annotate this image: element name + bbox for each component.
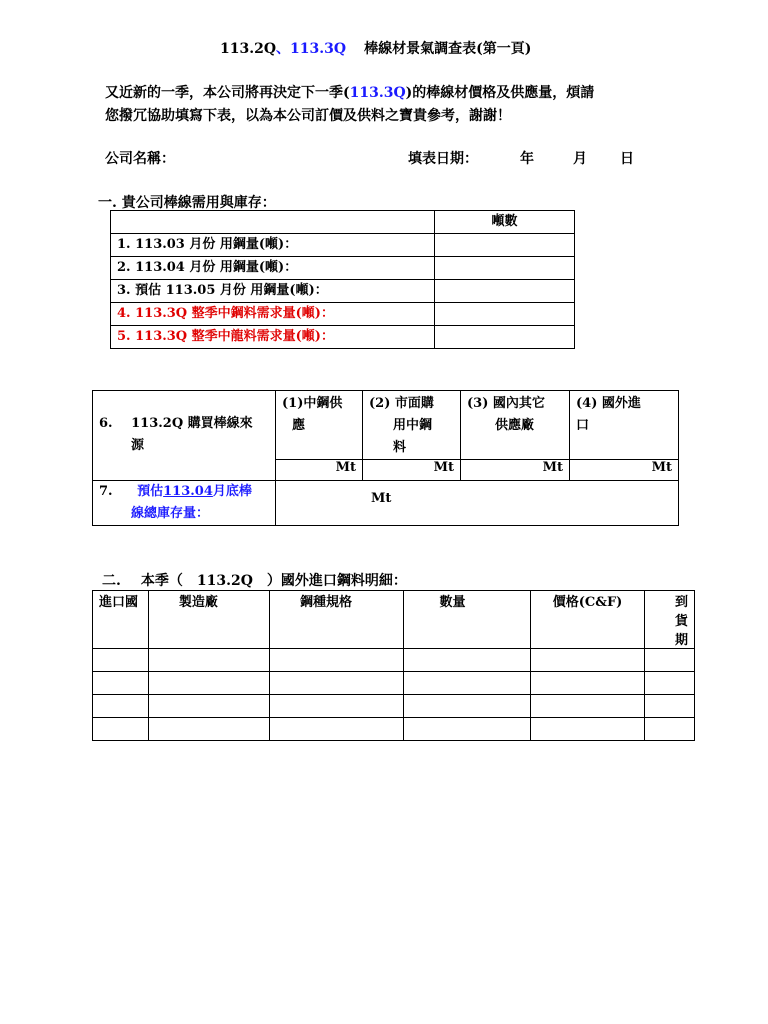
- col-header: 製造廠: [148, 591, 269, 649]
- source-col-market: [363, 391, 461, 460]
- table-header-row: [111, 211, 575, 234]
- source-label-cell: [93, 391, 276, 481]
- title-quarter-1: 113.2Q: [220, 41, 277, 57]
- source-col-cgsc: [276, 391, 363, 460]
- import-cell[interactable]: [270, 718, 403, 741]
- col-header: 到貨期: [644, 591, 694, 649]
- title-sep: 、: [276, 41, 291, 57]
- import-cell[interactable]: [270, 672, 403, 695]
- col-line: 口: [576, 418, 590, 433]
- col-line: 料: [393, 440, 407, 455]
- import-cell[interactable]: [148, 672, 269, 695]
- section1-table: [110, 210, 575, 349]
- import-cell[interactable]: [644, 695, 694, 718]
- col-line: 供應廠: [495, 418, 535, 433]
- col-line: (1)中鋼供: [282, 396, 343, 411]
- import-cell[interactable]: [403, 649, 530, 672]
- row-label: 5. 113.3Q 整季中龍料需求量(噸)：: [111, 326, 435, 349]
- col-line: 應: [292, 418, 306, 433]
- purchase-source-table: [92, 390, 679, 526]
- import-cell[interactable]: [403, 695, 530, 718]
- import-cell[interactable]: [148, 718, 269, 741]
- col-header: 數量: [403, 591, 530, 649]
- table-row: [111, 326, 575, 349]
- section2-num: 二.: [102, 573, 121, 589]
- import-cell[interactable]: [93, 672, 149, 695]
- title-quarter-2: 113.3Q: [290, 41, 347, 57]
- import-cell[interactable]: [148, 695, 269, 718]
- row-label: 1. 113.03 月份 用鋼量(噸)：: [111, 234, 435, 257]
- inventory-label-cell: [93, 481, 276, 526]
- source-label-a: 113.2Q 購買棒線來: [131, 416, 253, 431]
- tonnage-input-cell[interactable]: [435, 234, 575, 257]
- import-row: [93, 695, 695, 718]
- intro-text-a: 又近新的一季，本公司將再決定下一季(: [105, 85, 350, 101]
- inventory-row: [93, 481, 679, 526]
- tonnage-input-cell[interactable]: [435, 326, 575, 349]
- import-cell[interactable]: [93, 649, 149, 672]
- import-cell[interactable]: [403, 718, 530, 741]
- company-name-label: 公司名稱：: [105, 151, 175, 167]
- section2-label-a: 本季（: [140, 573, 183, 589]
- col-header: 價格(C&F): [530, 591, 644, 649]
- col-line: (4) 國外進: [576, 396, 641, 411]
- tonnage-input-cell[interactable]: [435, 257, 575, 280]
- inventory-value-cell[interactable]: Mt: [276, 481, 679, 526]
- intro-text-b: )的棒線材價格及供應量，煩請: [405, 85, 595, 101]
- section2-quarter: 113.2Q: [196, 573, 253, 589]
- import-cell[interactable]: [148, 649, 269, 672]
- import-row: [93, 649, 695, 672]
- source-label-b: 源: [131, 438, 145, 453]
- import-cell[interactable]: [644, 672, 694, 695]
- intro-line-2: 您撥冗協助填寫下表，以為本公司訂價及供料之寶貴參考，謝謝！: [105, 108, 511, 124]
- tonnage-input-cell[interactable]: [435, 280, 575, 303]
- import-cell[interactable]: [403, 672, 530, 695]
- import-row: [93, 672, 695, 695]
- fill-date-label: 填表日期：: [408, 151, 478, 167]
- row-label: 2. 113.04 月份 用鋼量(噸)：: [111, 257, 435, 280]
- row-label: 4. 113.3Q 整季中鋼料需求量(噸)：: [111, 303, 435, 326]
- section2-heading: [102, 570, 407, 590]
- unit-cell[interactable]: Mt: [570, 460, 679, 481]
- col-line: (3) 國內其它: [467, 396, 545, 411]
- col-line: (2) 市面購: [369, 396, 434, 411]
- col-header: 進口國: [93, 591, 149, 649]
- import-cell[interactable]: [93, 695, 149, 718]
- inventory-label-b: 月底棒: [212, 484, 252, 499]
- import-cell[interactable]: [530, 718, 644, 741]
- intro-line-1: [105, 82, 594, 102]
- unit-cell[interactable]: Mt: [461, 460, 570, 481]
- table-row: [111, 303, 575, 326]
- page-title: [220, 38, 531, 58]
- row-number: 6.: [99, 416, 113, 431]
- source-col-domestic: [461, 391, 570, 460]
- section1-heading: 一. 貴公司棒線需用與庫存：: [98, 195, 276, 211]
- header-empty-cell: [111, 211, 435, 234]
- inventory-label-c: 線總庫存量：: [131, 506, 210, 521]
- import-cell[interactable]: [93, 718, 149, 741]
- import-detail-table: [92, 590, 695, 741]
- table-row: [111, 257, 575, 280]
- import-row: [93, 718, 695, 741]
- table-row: [111, 280, 575, 303]
- year-label: 年: [520, 151, 534, 167]
- inventory-month-link[interactable]: 113.04: [163, 484, 213, 499]
- import-cell[interactable]: [270, 649, 403, 672]
- row-label: 3. 預估 113.05 月份 用鋼量(噸)：: [111, 280, 435, 303]
- unit-cell[interactable]: Mt: [276, 460, 363, 481]
- tonnage-header: 噸數: [435, 211, 575, 234]
- intro-quarter: 113.3Q: [349, 85, 406, 101]
- source-row: [93, 391, 679, 460]
- import-cell[interactable]: [644, 718, 694, 741]
- row-number: 7.: [99, 484, 113, 499]
- import-header-row: [93, 591, 695, 649]
- month-label: 月: [573, 151, 587, 167]
- day-label: 日: [620, 151, 634, 167]
- col-line: 用中鋼: [393, 418, 433, 433]
- source-col-import: [570, 391, 679, 460]
- section2-label-b: ）國外進口鋼料明細：: [266, 573, 407, 589]
- title-text: 棒線材景氣調查表(第一頁): [364, 41, 532, 57]
- col-header: 鋼種規格: [270, 591, 403, 649]
- table-row: [111, 234, 575, 257]
- tonnage-input-cell[interactable]: [435, 303, 575, 326]
- unit-cell[interactable]: Mt: [363, 460, 461, 481]
- import-cell[interactable]: [530, 695, 644, 718]
- import-cell[interactable]: [270, 695, 403, 718]
- import-cell[interactable]: [530, 672, 644, 695]
- inventory-label-a: 預估: [137, 484, 164, 499]
- import-cell[interactable]: [530, 649, 644, 672]
- import-cell[interactable]: [644, 649, 694, 672]
